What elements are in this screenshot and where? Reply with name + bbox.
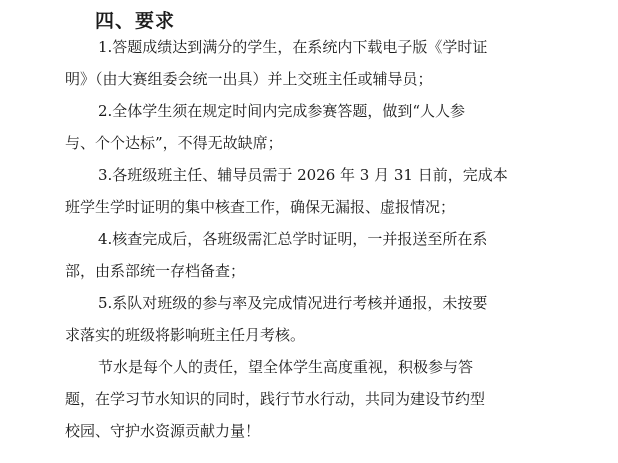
closing-line-1: 节水是每个人的责任，望全体学生高度重视，积极参与答 <box>98 358 474 376</box>
item-5-line-1: 5.系队对班级的参与率及完成情况进行考核并通报，未按要 <box>98 294 488 312</box>
closing-line-3: 校园、守护水资源贡献力量！ <box>65 422 261 440</box>
item-3-line-1: 3.各班级班主任、辅导员需于 2026 年 3 月 31 日前，完成本 <box>98 166 508 184</box>
item-4-line-2: 部，由系部统一存档备查； <box>65 262 246 280</box>
item-3-line-2: 班学生学时证明的集中核查工作，确保无漏报、虚报情况； <box>65 198 456 216</box>
item-5-line-2: 求落实的班级将影响班主任月考核。 <box>65 326 306 344</box>
item-4-line-1: 4.核查完成后，各班级需汇总学时证明，一并报送至所在系 <box>98 230 488 248</box>
item-1-line-1: 1.答题成绩达到满分的学生，在系统内下载电子版《学时证 <box>98 38 488 56</box>
section-heading: 四、要求 <box>95 10 176 32</box>
item-2-line-2: 与、个个达标”，不得无故缺席； <box>65 134 283 152</box>
item-1-line-2: 明》（由大赛组委会统一出具）并上交班主任或辅导员； <box>65 70 433 88</box>
item-2-line-1: 2.全体学生须在规定时间内完成参赛答题，做到“人人参 <box>98 102 465 120</box>
closing-line-2: 题，在学习节水知识的同时，践行节水行动，共同为建设节约型 <box>65 390 486 408</box>
